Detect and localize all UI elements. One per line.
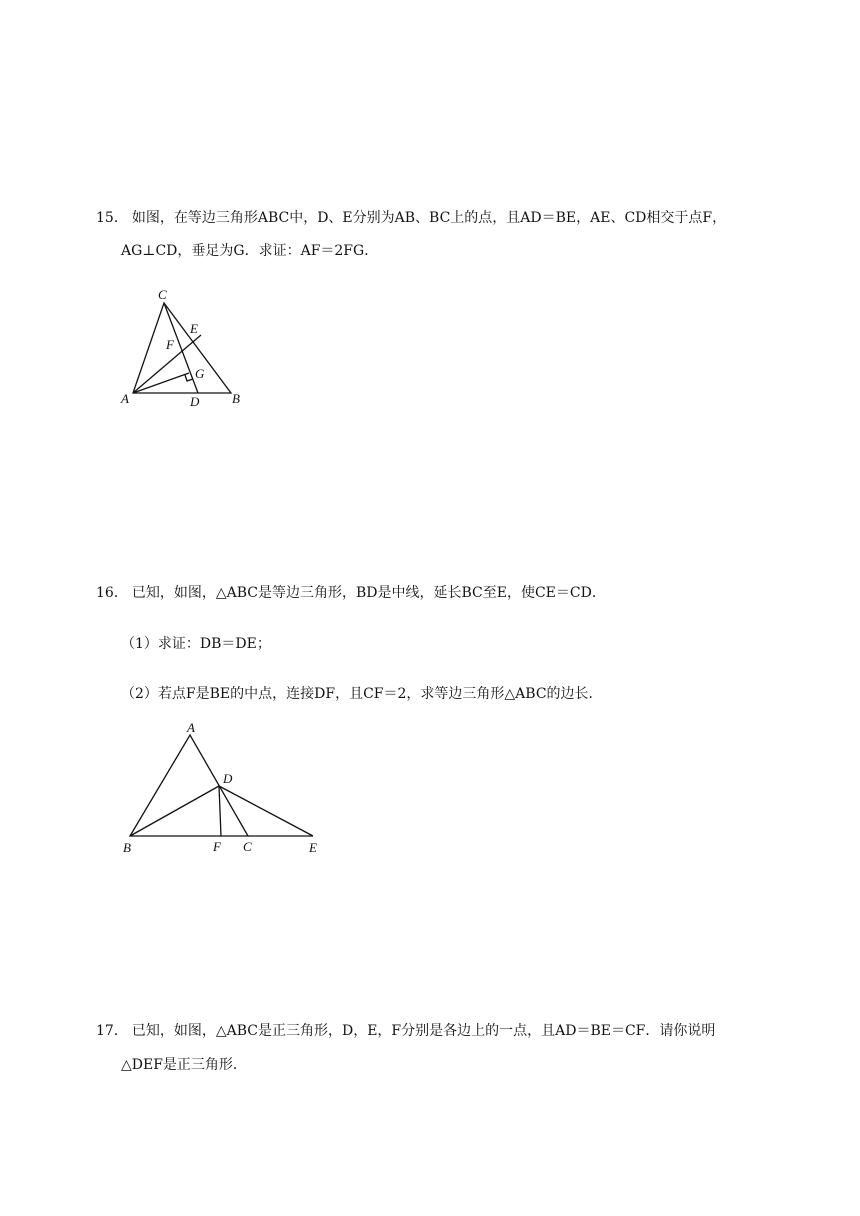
problem-17-text-1: 已知，如图，△ABC是正三角形，D，E，F分别是各边上的一点，且AD＝BE＝CF．请你说明 <box>131 1023 716 1039</box>
problem-15-figure <box>115 285 255 414</box>
label-e: E <box>190 321 198 336</box>
problem-17-line-2: △DEF是正三角形． <box>121 1057 247 1073</box>
label-d: D <box>190 394 200 409</box>
label-b: B <box>232 391 240 406</box>
problem-15-line-1 <box>96 208 726 228</box>
label-d: D <box>223 771 233 786</box>
problem-16-diagram <box>115 718 335 858</box>
problem-16-text-1: 已知，如图，△ABC是等边三角形，BD是中线，延长BC至E，使CE＝CD． <box>131 585 606 601</box>
label-f: F <box>166 337 174 352</box>
problem-15-text-1: 如图，在等边三角形ABC中，D、E分别为AB、BC上的点，且AD＝BE，AE、CD相交于点F， <box>131 210 727 226</box>
problem-15-diagram <box>115 285 255 410</box>
problem-16-part-2: （2）若点F是BE的中点，连接DF，且CF＝2，求等边三角形△ABC的边长． <box>121 686 603 702</box>
label-c: C <box>243 839 252 854</box>
label-a: A <box>187 720 195 735</box>
label-c: C <box>158 287 167 302</box>
segment-bd <box>130 786 219 836</box>
label-b: B <box>123 840 131 855</box>
problem-15-number: 15． <box>96 210 128 226</box>
label-e: E <box>309 840 317 855</box>
problem-16-number: 16． <box>96 585 128 601</box>
problem-15-line-2: AG⊥CD，垂足为G．求证：AF＝2FG． <box>121 243 379 259</box>
segment-df <box>219 786 221 836</box>
label-a: A <box>121 391 129 406</box>
problem-17-number: 17． <box>96 1023 128 1039</box>
label-g: G <box>195 366 205 381</box>
problem-16-figure <box>115 718 335 862</box>
problem-16-line-1 <box>96 583 606 603</box>
label-f: F <box>213 839 221 854</box>
triangle-abc <box>133 303 231 393</box>
problem-17-line-1 <box>96 1021 715 1041</box>
problem-16-part-1: （1）求证：DB＝DE； <box>121 636 271 652</box>
segment-ag <box>133 373 189 393</box>
